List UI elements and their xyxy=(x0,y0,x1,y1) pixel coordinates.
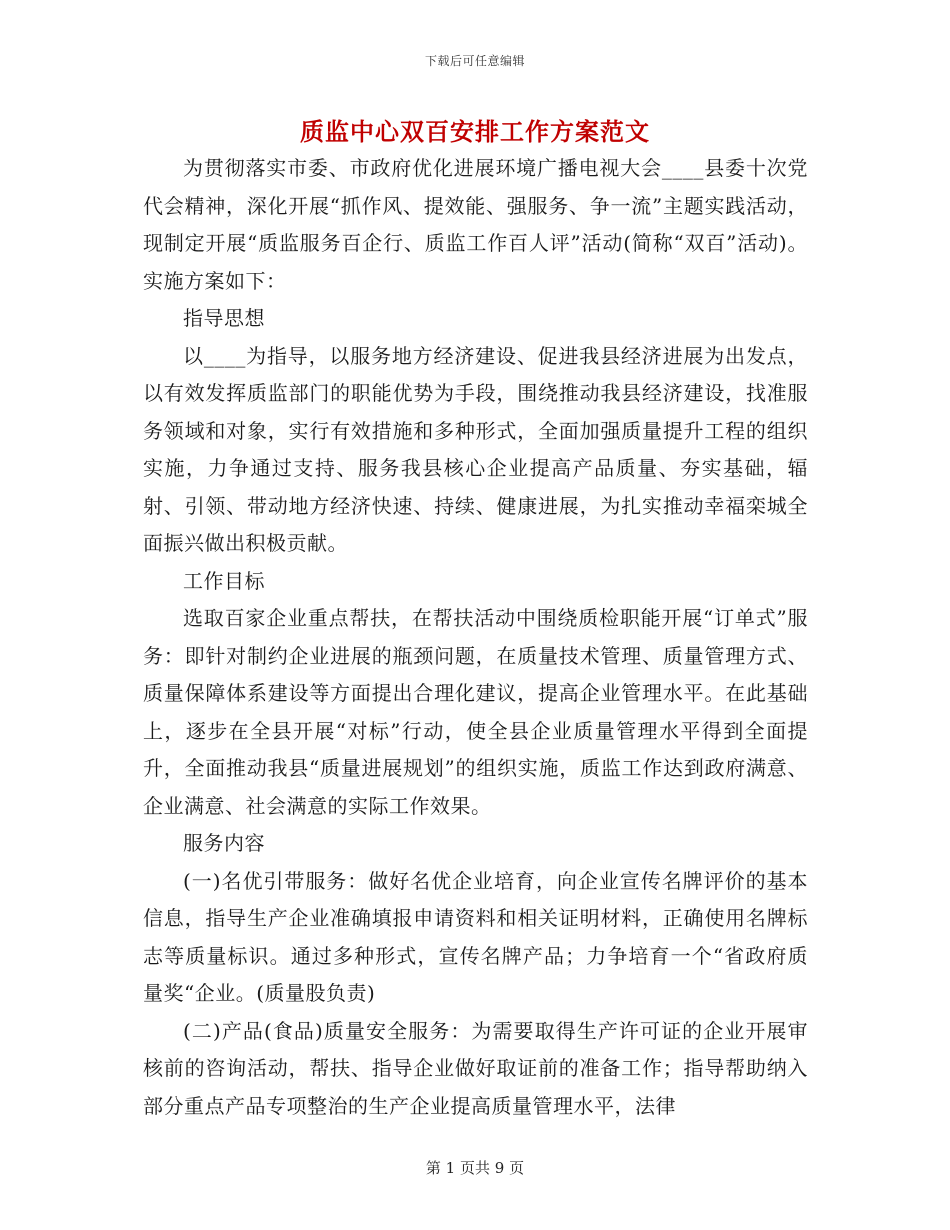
paragraph-service-item-1: (一)名优引带服务：做好名优企业培育，向企业宣传名牌评价的基本信息，指导生产企业准确填报申请资料和相关证明材料，正确使用名牌标志等质量标识。通过多种形式，宣传名牌产品；力争培育一个“省政府质量奖“企业。(质量股负责) xyxy=(143,868,808,1005)
section-heading-service-content: 服务内容 xyxy=(183,831,265,855)
paragraph-intro: 为贯彻落实市委、市政府优化进展环境广播电视大会____县委十次党代会精神，深化开展“抓作风、提效能、强服务、争一流”主题实践活动，现制定开展“质监服务百企行、质监工作百人评”活动(简称“双百”活动)。实施方案如下： xyxy=(143,156,808,293)
section-heading-guiding-ideology: 指导思想 xyxy=(183,306,265,330)
page-header: 下载后可任意编辑 xyxy=(424,54,525,68)
paragraph-service-item-2: (二)产品(食品)质量安全服务：为需要取得生产许可证的企业开展审核前的咨询活动，帮扶、指导企业做好取证前的准备工作；指导帮助纳入部分重点产品专项整治的生产企业提高质量管理水平，法律 xyxy=(143,1018,808,1118)
section-heading-work-goals: 工作目标 xyxy=(183,568,265,593)
document-body xyxy=(143,150,808,1125)
paragraph-work-goals: 选取百家企业重点帮扶，在帮扶活动中围绕质检职能开展“订单式”服务：即针对制约企业进展的瓶颈问题，在质量技术管理、质量管理方式、质量保障体系建设等方面提出合理化建议，提高企业管理水平。在此基础上，逐步在全县开展“对标”行动，使全县企业质量管理水平得到全面提升，全面推动我县“质量进展规划”的组织实施，质监工作达到政府满意、企业满意、社会满意的实际工作效果。 xyxy=(143,606,808,818)
page-footer: 第 1 页共 9 页 xyxy=(425,1159,525,1177)
document-title: 质监中心双百安排工作方案范文 xyxy=(300,117,650,146)
paragraph-guiding-ideology: 以____为指导，以服务地方经济建设、促进我县经济进展为出发点，以有效发挥质监部门的职能优势为手段，围绕推动我县经济建设，找准服务领域和对象，实行有效措施和多种形式，全面加强质量提升工程的组织实施，力争通过支持、服务我县核心企业提高产品质量、夯实基础，辐射、引领、带动地方经济快速、持续、健康进展，为扎实推动幸福栾城全面振兴做出积极贡献。 xyxy=(143,343,808,555)
